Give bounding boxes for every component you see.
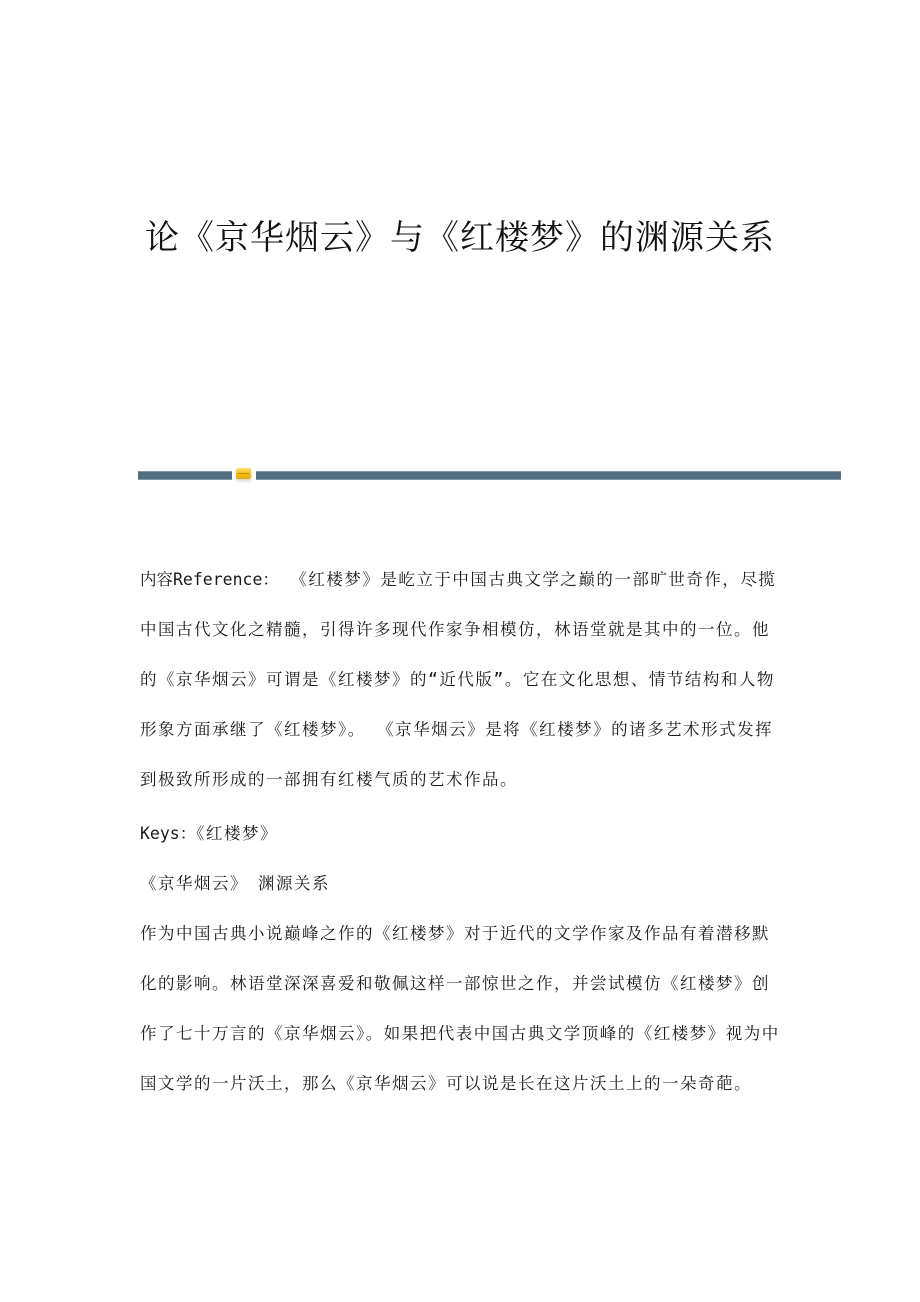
abstract-text: 《红楼梦》是屹立于中国古典文学之巅的一部旷世奇作，尽揽中国古代文化之精髓，引得许多现代作家争相模仿，林语堂就是其中的一位。他的《京华烟云》可谓是《红楼梦》的“近代版”。它在文化思想、情节结构和人物形象方面承继了《红楼梦》。 《京华烟云》是将《红楼梦》的诸多艺术形式发挥到极致所形成的一部拥有红楼气质的艺术作品。: [140, 570, 777, 789]
document-body: [140, 555, 780, 1109]
keyword: 渊源关系: [258, 874, 330, 893]
title-divider: [138, 471, 841, 480]
divider-bar-right: [256, 471, 841, 480]
page-title: 论《京华烟云》与《红楼梦》的渊源关系: [145, 218, 775, 258]
keyword: 《京华烟云》: [140, 874, 248, 893]
abstract-label: 内容Reference：: [140, 570, 279, 589]
keywords-label: Keys：: [140, 824, 197, 843]
divider-ornament-icon: [236, 468, 251, 479]
keywords-line-2: [140, 859, 780, 909]
divider-bar-left: [138, 471, 232, 480]
keyword: 《红楼梦》: [196, 824, 278, 843]
abstract: [140, 555, 780, 805]
body-paragraph: 作为中国古典小说巅峰之作的《红楼梦》对于近代的文学作家及作品有着潜移默化的影响。林语堂深深喜爱和敬佩这样一部惊世之作，并尝试模仿《红楼梦》创作了七十万言的《京华烟云》。如果把代表中国古典文学顶峰的《红楼梦》视为中国文学的一片沃土，那么《京华烟云》可以说是长在这片沃土上的一朵奇葩。: [140, 924, 780, 1093]
keywords-line: [140, 809, 780, 859]
